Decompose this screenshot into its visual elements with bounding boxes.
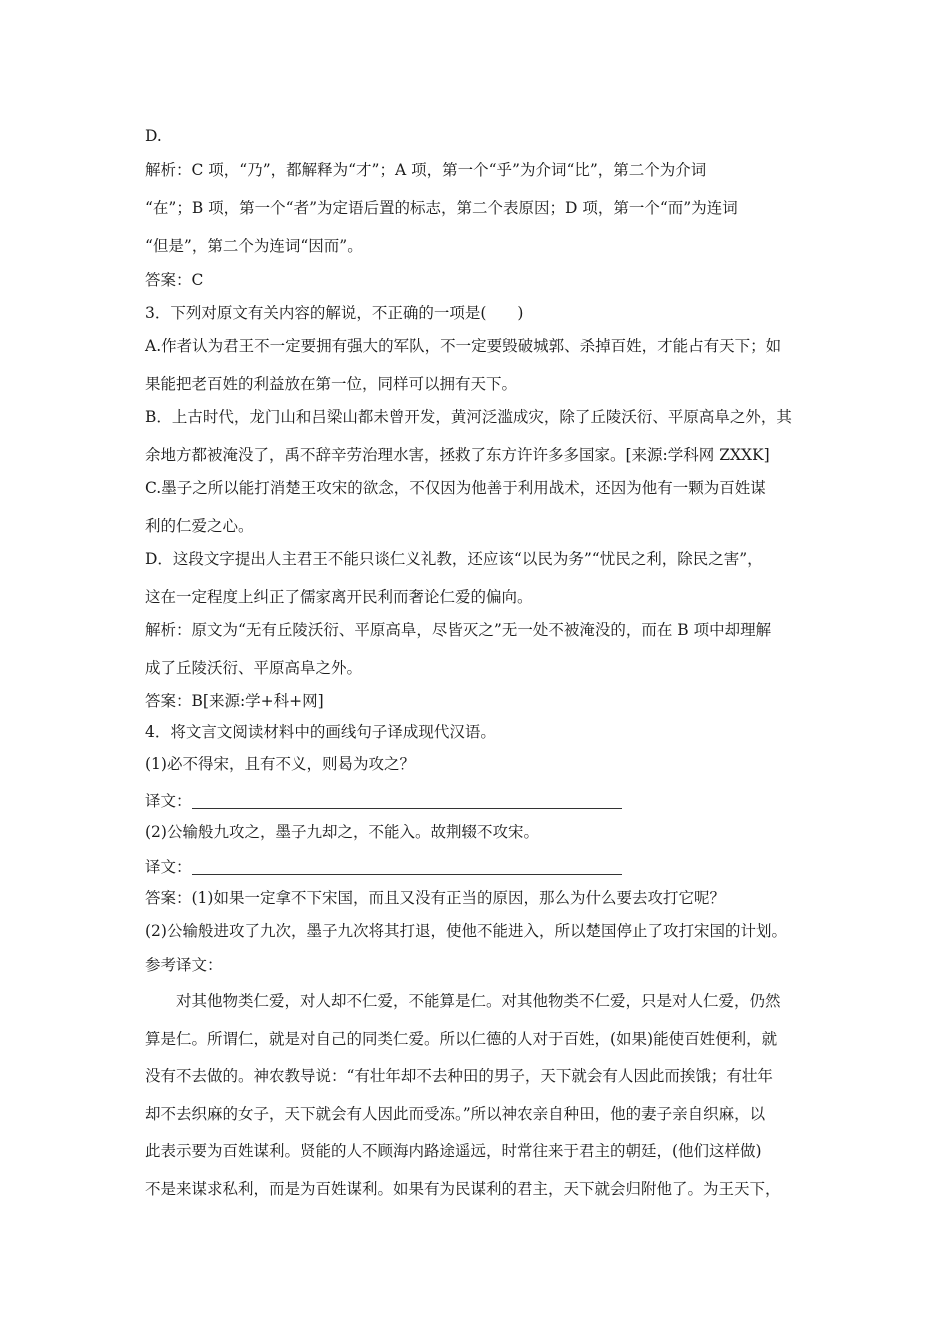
question-3: 3．下列对原文有关内容的解说，不正确的一项是( ) — [145, 304, 524, 322]
question-4: 4．将文言文阅读材料中的画线句子译成现代汉语。 — [145, 723, 496, 741]
q3-option-c-line1: C.墨子之所以能打消楚王攻宋的欲念，不仅因为他善于利用战术，还因为他有一颗为百姓谋 — [145, 479, 766, 497]
reference-translation-heading: 参考译文： — [145, 956, 223, 974]
q3-option-a-line1: A.作者认为君王不一定要拥有强大的军队，不一定要毁破城郭、杀掉百姓，才能占有天下；如 — [145, 337, 782, 355]
option-d-label: D. — [145, 127, 162, 145]
translation-label-1: 译文： — [145, 792, 192, 810]
translation-label-2: 译文： — [145, 858, 192, 876]
answer-q4-part1: 答案：(1)如果一定拿不下宋国，而且又没有正当的原因，那么为什么要去攻打它呢？ — [145, 889, 725, 907]
translation-para-line3: 没有不去做的。神农教导说：“有壮年却不去种田的男子，天下就会有人因此而挨饿；有壮年 — [145, 1067, 773, 1085]
answer-q2: 答案：C — [145, 271, 204, 289]
translation-para-line2: 算是仁。所谓仁，就是对自己的同类仁爱。所以仁德的人对于百姓，(如果)能使百姓便利，就 — [145, 1030, 778, 1048]
analysis-q2-line3: “但是”，第二个为连词“因而”。 — [145, 237, 363, 255]
q3-option-b-line1: B．上古时代，龙门山和吕梁山都未曾开发，黄河泛滥成灾，除了丘陵沃衍、平原高阜之外，其 — [145, 408, 792, 426]
q4-sentence-1: (1)必不得宋，且有不义，则曷为攻之？ — [145, 755, 415, 773]
translation-blank-1 — [192, 808, 622, 809]
analysis-q3-line1: 解析：原文为“无有丘陵沃衍、平原高阜，尽皆灭之”无一处不被淹没的，而在 B 项中却理解 — [145, 621, 772, 639]
translation-para-line1: 对其他物类仁爱，对人却不仁爱，不能算是仁。对其他物类不仁爱，只是对人仁爱，仍然 — [176, 992, 781, 1010]
q3-option-c-line2: 利的仁爱之心。 — [145, 517, 254, 535]
translation-blank-2 — [192, 874, 622, 875]
translation-para-line6: 不是来谋求私利，而是为百姓谋利。如果有为民谋利的君主，天下就会归附他了。为王天下， — [145, 1180, 781, 1198]
analysis-q3-line2: 成了丘陵沃衍、平原高阜之外。 — [145, 659, 363, 677]
q3-option-b-line2: 余地方都被淹没了，禹不辞辛劳治理水害，拯救了东方许许多多国家。[来源:学科网 ZXXK] — [145, 446, 770, 464]
q3-option-d-line2: 这在一定程度上纠正了儒家离开民利而奢论仁爱的偏向。 — [145, 588, 533, 606]
translation-para-line5: 此表示要为百姓谋利。贤能的人不顾海内路途遥远，时常往来于君主的朝廷，(他们这样做) — [145, 1142, 762, 1160]
q3-option-a-line2: 果能把老百姓的利益放在第一位，同样可以拥有天下。 — [145, 375, 518, 393]
answer-q3: 答案：B[来源:学+科+网] — [145, 692, 324, 710]
q4-sentence-2: (2)公输般九攻之，墨子九却之，不能入。故荆辍不攻宋。 — [145, 823, 539, 841]
q3-option-d-line1: D．这段文字提出人主君王不能只谈仁义礼教，还应该“以民为务”“忧民之利，除民之害”， — [145, 550, 763, 568]
analysis-q2-line2: “在”；B 项，第一个“者”为定语后置的标志，第二个表原因；D 项，第一个“而”为连词 — [145, 199, 738, 217]
analysis-q2-line1: 解析：C 项，“乃”，都解释为“才”；A 项，第一个“乎”为介词“比”，第二个为介词 — [145, 161, 707, 179]
answer-q4-part2: (2)公输般进攻了九次，墨子九次将其打退，使他不能进入，所以楚国停止了攻打宋国的计划。 — [145, 922, 787, 940]
translation-para-line4: 却不去织麻的女子，天下就会有人因此而受冻。”所以神农亲自种田，他的妻子亲自织麻，以 — [145, 1105, 766, 1123]
